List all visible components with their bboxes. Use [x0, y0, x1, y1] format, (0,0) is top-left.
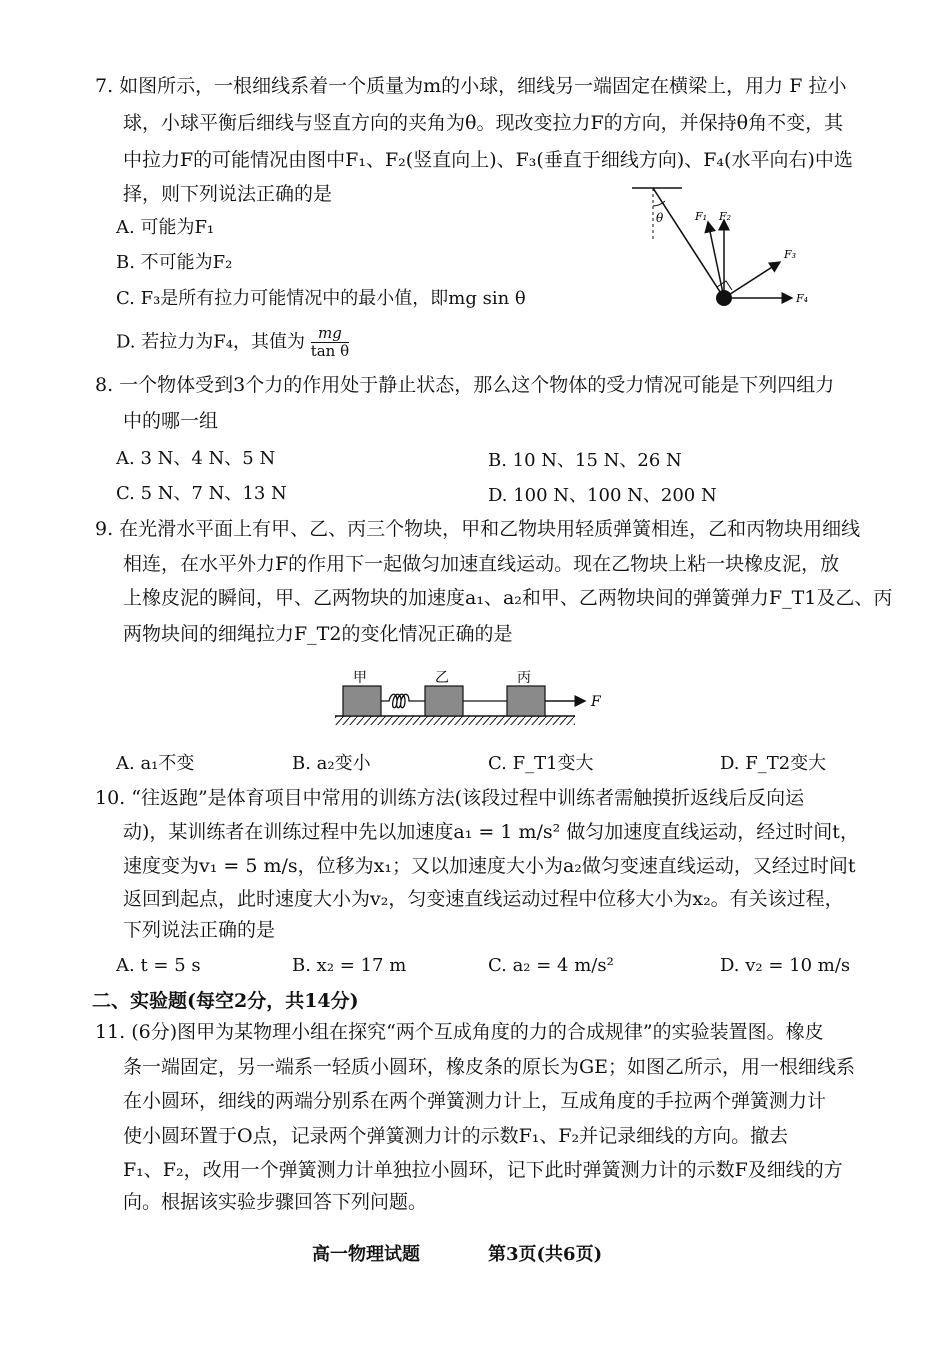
label-bing: 丙 — [517, 670, 531, 686]
q7-line-2: 球，小球平衡后细线与竖直方向的夹角为θ。现改变拉力F的方向，并保持θ角不变，其 — [123, 112, 844, 134]
section-title-experiment: 二、实验题(每空2分，共14分) — [92, 990, 359, 1012]
q7-option-b: B. 不可能为F₂ — [116, 252, 233, 273]
q11-line-3: 在小圆环，细线的两端分别系在两个弹簧测力计上，互成角度的手拉两个弹簧测力计 — [123, 1090, 827, 1112]
q9-line-3: 上橡皮泥的瞬间，甲、乙两物块的加速度a₁、a₂和甲、乙两物块间的弹簧弹力F_T1及乙、丙 — [123, 587, 893, 609]
fraction-numerator: mg — [311, 325, 349, 343]
q10-line-2: 动)，某训练者在训练过程中先以加速度a₁ = 1 m/s² 做匀加速度直线运动，经过时间t， — [123, 821, 859, 843]
q7-option-c: C. F₃是所有拉力可能情况中的最小值，即mg sin θ — [116, 288, 526, 309]
force-f3-arrow — [724, 262, 780, 298]
q7-option-d-prefix: D. 若拉力为F₄，其值为 — [116, 331, 305, 353]
q7-option-d — [116, 325, 349, 360]
q11-line-6: 向。根据该实验步骤回答下列问题。 — [123, 1191, 428, 1213]
q9-line-1: 9. 在光滑水平面上有甲、乙、丙三个物块，甲和乙物块用轻质弹簧相连，乙和丙物块用细线 — [95, 518, 861, 540]
block-bing — [507, 686, 545, 716]
q10-option-d: D. v₂ = 10 m/s — [720, 955, 851, 976]
ball — [716, 290, 732, 306]
q11-line-4: 使小圆环置于O点，记录两个弹簧测力计的示数F₁、F₂并记录细线的方向。撤去 — [123, 1125, 789, 1147]
footer-subject: 高一物理试题 — [312, 1244, 420, 1265]
q8-line-2: 中的哪一组 — [123, 410, 219, 432]
q7-line-3: 中拉力F的可能情况由图中F₁、F₂(竖直向上)、F₃(垂直于细线方向)、F₄(水平向右)中选 — [123, 149, 853, 171]
q7-option-a: A. 可能为F₁ — [116, 217, 215, 238]
q8-option-d: D. 100 N、100 N、200 N — [488, 485, 717, 506]
q7-option-d-fraction — [311, 325, 349, 360]
q8-option-c: C. 5 N、7 N、13 N — [116, 483, 287, 504]
q7-force-diagram — [620, 180, 820, 320]
block-jia — [343, 686, 381, 716]
fraction-denominator: tan θ — [310, 342, 350, 360]
f4-label: F₄ — [796, 292, 809, 305]
f2-label: F₂ — [719, 210, 732, 223]
label-f: F — [591, 694, 601, 710]
q9-blocks-diagram — [335, 670, 615, 740]
q9-line-2: 相连，在水平外力F的作用下一起做匀加速直线运动。现在乙物块上粘一块橡皮泥，放 — [123, 553, 840, 575]
theta-label: θ — [656, 211, 664, 225]
q10-line-1: 10. “往返跑”是体育项目中常用的训练方法(该段过程中训练者需触摸折返线后反向运 — [95, 787, 805, 809]
q10-line-5: 下列说法正确的是 — [123, 919, 276, 941]
q10-option-b: B. x₂ = 17 m — [292, 955, 407, 976]
footer-page-number: 第3页(共6页) — [488, 1244, 603, 1265]
f3-label: F₃ — [784, 248, 797, 261]
q8-option-b: B. 10 N、15 N、26 N — [488, 450, 682, 471]
f1-label: F₁ — [695, 210, 708, 223]
q11-line-1: 11. (6分)图甲为某物理小组在探究“两个互成角度的力的合成规律”的实验装置图。橡皮 — [95, 1021, 824, 1043]
label-yi: 乙 — [435, 670, 449, 686]
label-jia: 甲 — [353, 670, 367, 686]
q10-option-a: A. t = 5 s — [116, 955, 201, 976]
q9-option-a: A. a₁不变 — [116, 753, 195, 774]
q9-option-b: B. a₂变小 — [292, 753, 371, 774]
q10-line-4: 返回到起点，此时速度大小为v₂，匀变速直线运动过程中位移大小为x₂。有关该过程， — [123, 888, 844, 910]
q10-option-c: C. a₂ = 4 m/s² — [488, 955, 614, 976]
q9-line-4: 两物块间的细绳拉力F_T2的变化情况正确的是 — [123, 623, 513, 645]
q8-line-1: 8. 一个物体受到3个力的作用处于静止状态，那么这个物体的受力情况可能是下列四组力 — [95, 374, 835, 396]
q7-line-1: 7. 如图所示，一根细线系着一个质量为m的小球，细线另一端固定在横梁上，用力 F 拉小 — [95, 75, 847, 97]
q9-option-d: D. F_T2变大 — [720, 753, 827, 774]
q9-option-c: C. F_T1变大 — [488, 753, 594, 774]
q10-line-3: 速度变为v₁ = 5 m/s，位移为x₁；又以加速度大小为a₂做匀变速直线运动，又经过时间t — [123, 855, 856, 877]
spring — [381, 694, 425, 708]
q11-line-2: 条一端固定，另一端系一轻质小圆环，橡皮条的原长为GE；如图乙所示，用一根细线系 — [123, 1056, 856, 1078]
q8-option-a: A. 3 N、4 N、5 N — [116, 448, 276, 469]
ground-hatch — [335, 716, 575, 725]
q11-line-5: F₁、F₂，改用一个弹簧测力计单独拉小圆环，记下此时弹簧测力计的示数F及细线的方 — [123, 1159, 843, 1181]
q7-line-4: 择，则下列说法正确的是 — [123, 183, 333, 205]
block-yi — [425, 686, 463, 716]
string — [653, 188, 724, 298]
